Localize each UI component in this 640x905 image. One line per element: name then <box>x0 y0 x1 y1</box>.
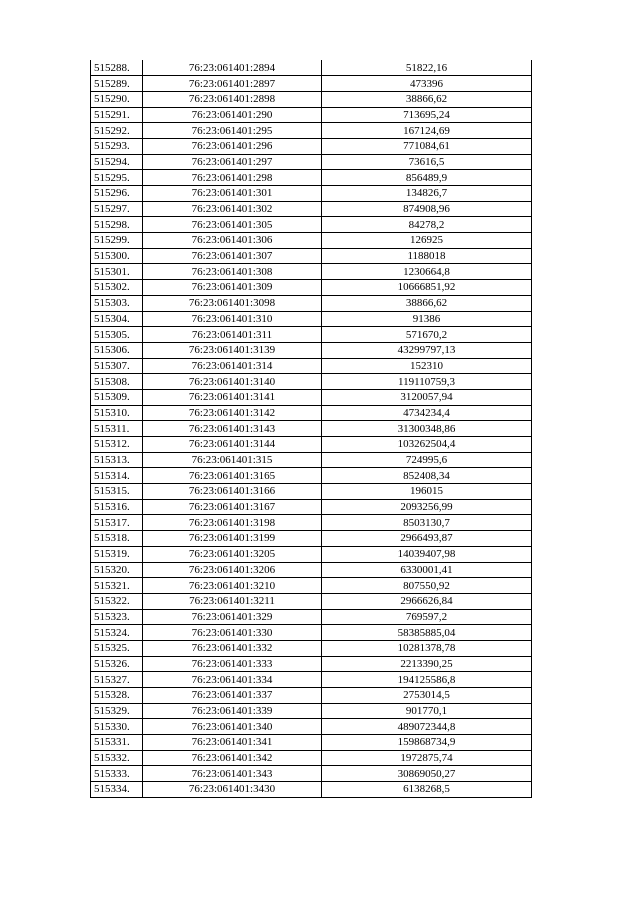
cadastral-number-cell: 76:23:061401:310 <box>143 311 322 327</box>
cadastral-number-cell: 76:23:061401:311 <box>143 327 322 343</box>
cadastral-number-cell: 76:23:061401:343 <box>143 766 322 782</box>
row-number-cell: 515314. <box>91 468 143 484</box>
cadastral-value-cell: 6138268,5 <box>322 782 532 798</box>
cadastral-number-cell: 76:23:061401:307 <box>143 248 322 264</box>
cadastral-value-cell: 1188018 <box>322 248 532 264</box>
cadastral-number-cell: 76:23:061401:2897 <box>143 76 322 92</box>
cadastral-value-cell: 852408,34 <box>322 468 532 484</box>
row-number-cell: 515310. <box>91 405 143 421</box>
cadastral-value-cell: 724995,6 <box>322 452 532 468</box>
row-number-cell: 515331. <box>91 735 143 751</box>
cadastral-number-cell: 76:23:061401:330 <box>143 625 322 641</box>
cadastral-value-cell: 152310 <box>322 358 532 374</box>
cadastral-number-cell: 76:23:061401:3167 <box>143 499 322 515</box>
cadastral-number-cell: 76:23:061401:332 <box>143 640 322 656</box>
cadastral-number-cell: 76:23:061401:305 <box>143 217 322 233</box>
row-number-cell: 515290. <box>91 91 143 107</box>
row-number-cell: 515320. <box>91 562 143 578</box>
row-number-cell: 515309. <box>91 389 143 405</box>
cadastral-number-cell: 76:23:061401:3142 <box>143 405 322 421</box>
cadastral-number-cell: 76:23:061401:3210 <box>143 578 322 594</box>
row-number-cell: 515291. <box>91 107 143 123</box>
table-row <box>91 60 532 76</box>
cadastral-number-cell: 76:23:061401:337 <box>143 688 322 704</box>
cadastral-value-cell: 2966493,87 <box>322 531 532 547</box>
table-row <box>91 405 532 421</box>
cadastral-number-cell: 76:23:061401:301 <box>143 186 322 202</box>
cadastral-number-cell: 76:23:061401:329 <box>143 609 322 625</box>
cadastral-value-cell: 6330001,41 <box>322 562 532 578</box>
table-row <box>91 327 532 343</box>
table-row <box>91 782 532 798</box>
table-row <box>91 546 532 562</box>
cadastral-number-cell: 76:23:061401:341 <box>143 735 322 751</box>
cadastral-value-cell: 167124,69 <box>322 123 532 139</box>
row-number-cell: 515303. <box>91 295 143 311</box>
cadastral-value-cell: 489072344,8 <box>322 719 532 735</box>
cadastral-number-cell: 76:23:061401:334 <box>143 672 322 688</box>
table-row <box>91 76 532 92</box>
table-row <box>91 766 532 782</box>
row-number-cell: 515323. <box>91 609 143 625</box>
table-row <box>91 531 532 547</box>
cadastral-value-cell: 2213390,25 <box>322 656 532 672</box>
row-number-cell: 515334. <box>91 782 143 798</box>
cadastral-number-cell: 76:23:061401:3143 <box>143 421 322 437</box>
table-row <box>91 421 532 437</box>
table-row <box>91 138 532 154</box>
table-row <box>91 280 532 296</box>
row-number-cell: 515330. <box>91 719 143 735</box>
row-number-cell: 515324. <box>91 625 143 641</box>
table-row <box>91 499 532 515</box>
cadastral-number-cell: 76:23:061401:342 <box>143 750 322 766</box>
row-number-cell: 515329. <box>91 703 143 719</box>
cadastral-value-cell: 473396 <box>322 76 532 92</box>
row-number-cell: 515332. <box>91 750 143 766</box>
row-number-cell: 515333. <box>91 766 143 782</box>
row-number-cell: 515289. <box>91 76 143 92</box>
cadastral-value-cell: 771084,61 <box>322 138 532 154</box>
table-row <box>91 672 532 688</box>
cadastral-value-cell: 10666851,92 <box>322 280 532 296</box>
row-number-cell: 515293. <box>91 138 143 154</box>
table-row <box>91 170 532 186</box>
table-row <box>91 750 532 766</box>
cadastral-number-cell: 76:23:061401:306 <box>143 233 322 249</box>
row-number-cell: 515315. <box>91 484 143 500</box>
table-row <box>91 342 532 358</box>
table-row <box>91 437 532 453</box>
cadastral-value-cell: 856489,9 <box>322 170 532 186</box>
cadastral-value-cell: 134826,7 <box>322 186 532 202</box>
cadastral-number-cell: 76:23:061401:302 <box>143 201 322 217</box>
row-number-cell: 515328. <box>91 688 143 704</box>
row-number-cell: 515294. <box>91 154 143 170</box>
table-row <box>91 515 532 531</box>
cadastral-number-cell: 76:23:061401:3211 <box>143 593 322 609</box>
cadastral-number-cell: 76:23:061401:3206 <box>143 562 322 578</box>
cadastral-number-cell: 76:23:061401:3141 <box>143 389 322 405</box>
cadastral-value-cell: 196015 <box>322 484 532 500</box>
row-number-cell: 515307. <box>91 358 143 374</box>
cadastral-number-cell: 76:23:061401:3140 <box>143 374 322 390</box>
cadastral-value-cell: 103262504,4 <box>322 437 532 453</box>
cadastral-value-cell: 3120057,94 <box>322 389 532 405</box>
row-number-cell: 515305. <box>91 327 143 343</box>
row-number-cell: 515325. <box>91 640 143 656</box>
cadastral-number-cell: 76:23:061401:2898 <box>143 91 322 107</box>
row-number-cell: 515298. <box>91 217 143 233</box>
cadastral-value-cell: 51822,16 <box>322 60 532 76</box>
row-number-cell: 515301. <box>91 264 143 280</box>
cadastral-number-cell: 76:23:061401:3098 <box>143 295 322 311</box>
cadastral-value-cell: 194125586,8 <box>322 672 532 688</box>
cadastral-value-cell: 1972875,74 <box>322 750 532 766</box>
row-number-cell: 515316. <box>91 499 143 515</box>
cadastral-value-cell: 31300348,86 <box>322 421 532 437</box>
cadastral-number-cell: 76:23:061401:3166 <box>143 484 322 500</box>
cadastral-number-cell: 76:23:061401:315 <box>143 452 322 468</box>
row-number-cell: 515312. <box>91 437 143 453</box>
row-number-cell: 515297. <box>91 201 143 217</box>
cadastral-value-cell: 38866,62 <box>322 295 532 311</box>
table-row <box>91 625 532 641</box>
table-row <box>91 248 532 264</box>
row-number-cell: 515322. <box>91 593 143 609</box>
cadastral-value-cell: 901770,1 <box>322 703 532 719</box>
table-row <box>91 688 532 704</box>
row-number-cell: 515326. <box>91 656 143 672</box>
table-row <box>91 389 532 405</box>
cadastral-value-cell: 2966626,84 <box>322 593 532 609</box>
row-number-cell: 515288. <box>91 60 143 76</box>
cadastral-number-cell: 76:23:061401:339 <box>143 703 322 719</box>
row-number-cell: 515299. <box>91 233 143 249</box>
row-number-cell: 515306. <box>91 342 143 358</box>
cadastral-number-cell: 76:23:061401:333 <box>143 656 322 672</box>
cadastral-value-cell: 30869050,27 <box>322 766 532 782</box>
cadastral-value-cell: 91386 <box>322 311 532 327</box>
table-row <box>91 640 532 656</box>
row-number-cell: 515296. <box>91 186 143 202</box>
cadastral-number-cell: 76:23:061401:3144 <box>143 437 322 453</box>
table-row <box>91 452 532 468</box>
table-row <box>91 703 532 719</box>
table-row <box>91 562 532 578</box>
cadastral-number-cell: 76:23:061401:3430 <box>143 782 322 798</box>
cadastral-number-cell: 76:23:061401:2894 <box>143 60 322 76</box>
row-number-cell: 515292. <box>91 123 143 139</box>
table-row <box>91 358 532 374</box>
cadastral-value-cell: 807550,92 <box>322 578 532 594</box>
cadastral-value-cell: 73616,5 <box>322 154 532 170</box>
table-row <box>91 264 532 280</box>
cadastral-value-cell: 874908,96 <box>322 201 532 217</box>
cadastral-value-cell: 4734234,4 <box>322 405 532 421</box>
cadastral-value-cell: 159868734,9 <box>322 735 532 751</box>
cadastral-value-cell: 769597,2 <box>322 609 532 625</box>
table-row <box>91 719 532 735</box>
row-number-cell: 515317. <box>91 515 143 531</box>
row-number-cell: 515321. <box>91 578 143 594</box>
row-number-cell: 515308. <box>91 374 143 390</box>
cadastral-value-cell: 1230664,8 <box>322 264 532 280</box>
table-row <box>91 91 532 107</box>
cadastral-number-cell: 76:23:061401:296 <box>143 138 322 154</box>
cadastral-number-cell: 76:23:061401:290 <box>143 107 322 123</box>
row-number-cell: 515319. <box>91 546 143 562</box>
table-row <box>91 217 532 233</box>
table-row <box>91 123 532 139</box>
table-row <box>91 656 532 672</box>
cadastral-value-cell: 14039407,98 <box>322 546 532 562</box>
table-row <box>91 609 532 625</box>
cadastral-value-cell: 2753014,5 <box>322 688 532 704</box>
table-row <box>91 374 532 390</box>
table-row <box>91 735 532 751</box>
cadastral-value-cell: 10281378,78 <box>322 640 532 656</box>
cadastral-number-cell: 76:23:061401:309 <box>143 280 322 296</box>
cadastral-number-cell: 76:23:061401:3199 <box>143 531 322 547</box>
cadastral-value-cell: 2093256,99 <box>322 499 532 515</box>
cadastral-number-cell: 76:23:061401:297 <box>143 154 322 170</box>
table-row <box>91 186 532 202</box>
table-row <box>91 484 532 500</box>
table-row <box>91 295 532 311</box>
cadastral-number-cell: 76:23:061401:340 <box>143 719 322 735</box>
row-number-cell: 515304. <box>91 311 143 327</box>
cadastral-value-cell: 58385885,04 <box>322 625 532 641</box>
cadastral-number-cell: 76:23:061401:295 <box>143 123 322 139</box>
table-row <box>91 311 532 327</box>
cadastral-number-cell: 76:23:061401:3205 <box>143 546 322 562</box>
cadastral-number-cell: 76:23:061401:298 <box>143 170 322 186</box>
table-row <box>91 201 532 217</box>
row-number-cell: 515313. <box>91 452 143 468</box>
row-number-cell: 515302. <box>91 280 143 296</box>
table-row <box>91 468 532 484</box>
row-number-cell: 515311. <box>91 421 143 437</box>
cadastral-value-cell: 38866,62 <box>322 91 532 107</box>
cadastral-number-cell: 76:23:061401:308 <box>143 264 322 280</box>
cadastral-value-cell: 43299797,13 <box>322 342 532 358</box>
cadastral-value-table <box>90 60 532 798</box>
row-number-cell: 515300. <box>91 248 143 264</box>
cadastral-number-cell: 76:23:061401:314 <box>143 358 322 374</box>
cadastral-value-cell: 126925 <box>322 233 532 249</box>
table-row <box>91 154 532 170</box>
cadastral-number-cell: 76:23:061401:3165 <box>143 468 322 484</box>
cadastral-number-cell: 76:23:061401:3198 <box>143 515 322 531</box>
table-body <box>91 60 532 797</box>
table-row <box>91 233 532 249</box>
table-row <box>91 107 532 123</box>
cadastral-value-cell: 571670,2 <box>322 327 532 343</box>
cadastral-value-cell: 713695,24 <box>322 107 532 123</box>
row-number-cell: 515327. <box>91 672 143 688</box>
cadastral-number-cell: 76:23:061401:3139 <box>143 342 322 358</box>
table-row <box>91 578 532 594</box>
cadastral-value-cell: 119110759,3 <box>322 374 532 390</box>
cadastral-value-cell: 8503130,7 <box>322 515 532 531</box>
row-number-cell: 515318. <box>91 531 143 547</box>
cadastral-value-cell: 84278,2 <box>322 217 532 233</box>
table-row <box>91 593 532 609</box>
row-number-cell: 515295. <box>91 170 143 186</box>
